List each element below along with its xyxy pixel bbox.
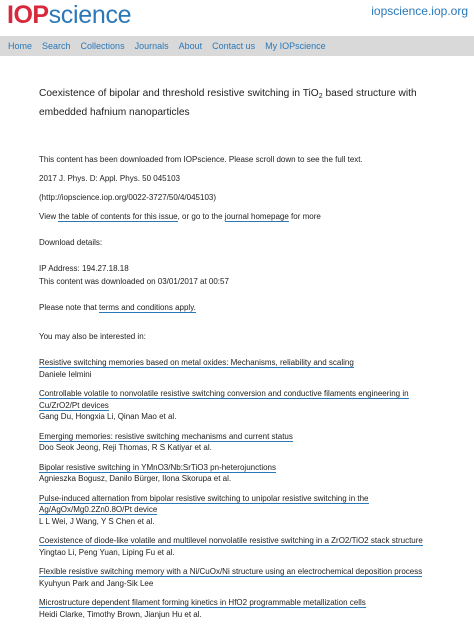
nav-about[interactable]: About <box>178 41 203 51</box>
related-article-authors: Gang Du, Hongxia Li, Qinan Mao et al. <box>39 412 177 421</box>
related-article-authors: Doo Seok Jeong, Reji Thomas, R S Katiyar et al. <box>39 443 212 452</box>
view-middle: , or go to the <box>177 212 225 221</box>
journal-homepage-link[interactable]: journal homepage <box>224 212 289 221</box>
related-article <box>39 566 449 589</box>
related-article <box>39 597 449 620</box>
related-article <box>39 357 449 380</box>
view-suffix: for more <box>288 212 321 221</box>
nav-collections[interactable]: Collections <box>80 41 125 51</box>
related-article-title-link[interactable]: Bipolar resistive switching in YMnO3/Nb:SrTiO3 pn-heterojunctions <box>39 462 276 472</box>
paper-title-subscript: 2 <box>318 93 323 100</box>
toc-link[interactable]: the table of contents for this issue <box>58 212 178 221</box>
related-article-title-link[interactable]: Controllable volatile to nonvolatile resistive switching conversion and conductive filaments engineering in Cu/ZrO2/Pt devices <box>39 389 409 410</box>
view-line <box>39 210 449 223</box>
site-url-link[interactable]: iopscience.iop.org <box>371 4 468 18</box>
download-details-heading: Download details: <box>39 238 103 247</box>
paper-title-part1: Coexistence of bipolar and threshold resistive switching in TiO <box>39 88 319 99</box>
ip-address: IP Address: 194.27.18.18 <box>39 264 129 273</box>
related-article-title-link[interactable]: Flexible resistive switching memory with a Ni/CuOx/Ni structure using an electrochemical deposition process <box>39 567 423 576</box>
related-article-title[interactable] <box>39 535 449 547</box>
related-article-title-link[interactable]: Resistive switching memories based on metal oxides: Mechanisms, reliability and scaling <box>39 358 354 367</box>
related-article <box>39 431 449 454</box>
iopscience-logo[interactable] <box>7 2 131 28</box>
related-article-title-link[interactable]: Coexistence of diode-like volatile and multilevel nonvolatile resistive switching in a ZrO2/TiO2 stack structure <box>39 536 423 545</box>
related-article-authors: L L Wei, J Wang, Y S Chen et al. <box>39 516 155 526</box>
citation: 2017 J. Phys. D: Appl. Phys. 50 045103 <box>39 174 180 183</box>
terms-link[interactable]: terms and conditions apply. <box>99 303 196 312</box>
nav-contact-us[interactable]: Contact us <box>212 41 256 51</box>
nav-journals[interactable]: Journals <box>134 41 169 51</box>
related-article-title[interactable] <box>39 597 449 609</box>
logo-iop-text: IOP <box>7 1 49 29</box>
doi-link[interactable]: (http://iopscience.iop.org/0022-3727/50/4/045103) <box>39 193 217 202</box>
terms-prefix: Please note that <box>39 303 100 312</box>
terms-line <box>39 301 449 314</box>
related-article-authors: Daniele Ielmini <box>39 369 92 379</box>
related-article-authors: Agnieszka Bogusz, Danilo Bürger, Ilona Skorupa et al. <box>39 474 232 483</box>
site-header <box>0 0 474 30</box>
related-article-authors: Yingtao Li, Peng Yuan, Liping Fu et al. <box>39 547 175 557</box>
related-article-title[interactable] <box>39 462 449 474</box>
related-article <box>39 462 449 485</box>
related-article-title[interactable] <box>39 566 449 578</box>
nav-search[interactable]: Search <box>42 41 71 51</box>
also-interested-heading: You may also be interested in: <box>39 332 146 341</box>
main-nav <box>0 36 474 56</box>
view-prefix: View <box>39 212 59 221</box>
download-date: This content was downloaded on 03/01/2017 at 00:57 <box>39 277 229 286</box>
logo-science-text: science <box>48 1 132 29</box>
related-article <box>39 388 449 423</box>
paper-title-part2: based structure with embedded hafnium nanoparticles <box>39 88 417 118</box>
related-article-title[interactable] <box>39 493 449 516</box>
related-article-title-link[interactable]: Pulse-induced alternation from bipolar resistive switching to unipolar resistive switching in the Ag/AgOx/Mg0.2Zn0.8O/Pt device <box>39 493 369 514</box>
paper-title <box>39 84 449 122</box>
main-content <box>39 84 449 628</box>
related-article-title-link[interactable]: Microstructure dependent filament forming kinetics in HfO2 programmable metallization cells <box>39 598 366 607</box>
related-article-title[interactable] <box>39 388 449 411</box>
related-article-authors: Heidi Clarke, Timothy Brown, Jianjun Hu et al. <box>39 609 202 619</box>
related-article <box>39 493 449 528</box>
related-article <box>39 535 449 558</box>
nav-home[interactable]: Home <box>8 41 33 51</box>
nav-my-iopscience[interactable]: My IOPscience <box>265 41 326 51</box>
related-article-authors: Kyuhyun Park and Jang-Sik Lee <box>39 578 154 588</box>
related-article-title-link[interactable]: Emerging memories: resistive switching mechanisms and current status <box>39 431 293 441</box>
related-article-title[interactable] <box>39 431 449 443</box>
download-notice: This content has been downloaded from IOPscience. Please scroll down to see the full text. <box>39 155 363 164</box>
related-article-title[interactable] <box>39 357 449 369</box>
